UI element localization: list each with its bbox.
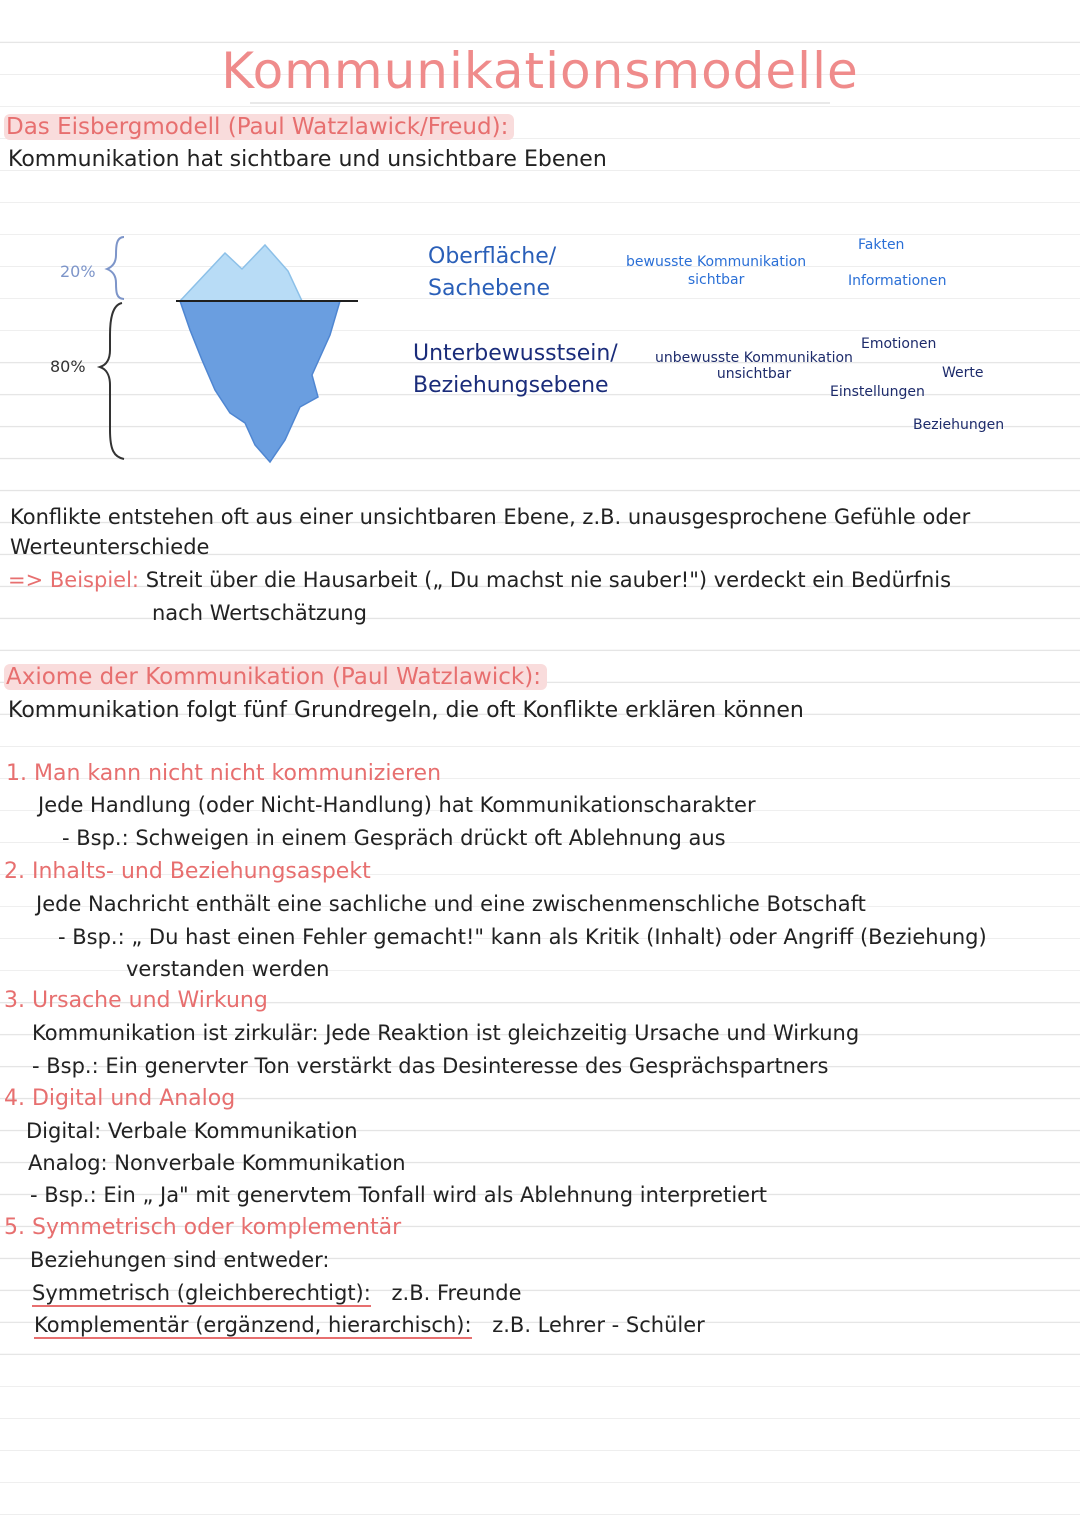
eisbergmodell-intro: Kommunikation hat sichtbare und unsichtbare Ebenen bbox=[8, 147, 607, 172]
surface-label-line1: Oberfläche/ bbox=[428, 244, 557, 269]
axiom-5-title: 5. Symmetrisch oder komplementär bbox=[4, 1215, 402, 1240]
symmetric-term: Symmetrisch (gleichberechtigt): bbox=[32, 1281, 371, 1305]
unconscious-line1: unbewusste Kommunikation bbox=[655, 350, 853, 366]
conflict-example bbox=[8, 568, 951, 592]
axiom-3-line1: Kommunikation ist zirkulär: Jede Reaktion ist gleichzeitig Ursache und Wirkung bbox=[32, 1021, 860, 1045]
term-informations: Informationen bbox=[848, 273, 947, 289]
example-text: Streit über die Hausarbeit („ Du machst nie sauber!") verdeckt ein Bedürfnis bbox=[145, 568, 952, 592]
unconscious-communication bbox=[655, 350, 853, 382]
surface-label-line2: Sachebene bbox=[428, 276, 550, 301]
eisbergmodell-heading-text: Das Eisbergmodell (Paul Watzlawick/Freud): bbox=[4, 114, 514, 140]
axiom-1-title: 1. Man kann nicht nicht kommunizieren bbox=[6, 761, 442, 786]
axiom-5-line1: Beziehungen sind entweder: bbox=[30, 1248, 330, 1272]
axiom-5-line2 bbox=[32, 1281, 522, 1305]
term-emotions: Emotionen bbox=[861, 336, 937, 352]
axiom-1-line2: - Bsp.: Schweigen in einem Gespräch drückt oft Ablehnung aus bbox=[62, 826, 726, 850]
iceberg-underwater bbox=[180, 301, 340, 462]
axiom-4-line2: Analog: Nonverbale Kommunikation bbox=[28, 1151, 406, 1175]
axiome-intro: Kommunikation folgt fünf Grundregeln, die oft Konflikte erklären können bbox=[8, 698, 804, 723]
complementary-term: Komplementär (ergänzend, hierarchisch): bbox=[34, 1313, 472, 1337]
conscious-line2: sichtbar bbox=[687, 272, 745, 288]
brace-bottom bbox=[100, 303, 124, 459]
subconscious-label-line1: Unterbewusstsein/ bbox=[413, 341, 618, 366]
axiom-2-line1: Jede Nachricht enthält eine sachliche und eine zwischenmenschliche Botschaft bbox=[36, 892, 866, 916]
axiom-2-line2: - Bsp.: „ Du hast einen Fehler gemacht!" kann als Kritik (Inhalt) oder Angriff (Beziehung) bbox=[58, 925, 987, 949]
axiom-3-title: 3. Ursache und Wirkung bbox=[4, 988, 268, 1013]
axiom-3-line2: - Bsp.: Ein genervter Ton verstärkt das Desinteresse des Gesprächspartners bbox=[32, 1054, 829, 1078]
surface-label bbox=[428, 241, 556, 305]
axiome-heading-text: Axiome der Kommunikation (Paul Watzlawick): bbox=[4, 664, 547, 690]
iceberg-tip bbox=[180, 245, 302, 301]
conflict-line2: Werteunterschiede bbox=[10, 535, 210, 559]
brace-top bbox=[107, 237, 124, 299]
title-underline bbox=[250, 102, 830, 104]
axiom-4-line3: - Bsp.: Ein „ Ja" mit genervtem Tonfall wird als Ablehnung interpretiert bbox=[30, 1183, 767, 1207]
conscious-communication bbox=[626, 253, 806, 289]
arrow-icon: => bbox=[8, 568, 44, 592]
subconscious-label bbox=[413, 338, 618, 402]
axiom-1-line1: Jede Handlung (oder Nicht-Handlung) hat Kommunikationscharakter bbox=[38, 793, 756, 817]
example-label: Beispiel: bbox=[49, 568, 139, 592]
conflict-line1: Konflikte entstehen oft aus einer unsichtbaren Ebene, z.B. unausgesprochene Gefühle oder bbox=[10, 505, 971, 529]
conflict-example-line2: nach Wertschätzung bbox=[152, 601, 367, 625]
term-attitudes: Einstellungen bbox=[830, 384, 925, 400]
term-values: Werte bbox=[942, 365, 984, 381]
section-heading-axiome bbox=[4, 664, 547, 690]
unconscious-line2: unsichtbar bbox=[716, 366, 792, 382]
page-title: Kommunikationsmodelle bbox=[221, 42, 859, 100]
axiom-2-title: 2. Inhalts- und Beziehungsaspekt bbox=[4, 859, 371, 884]
conscious-line1: bewusste Kommunikation bbox=[626, 254, 807, 270]
percent-80: 80% bbox=[50, 357, 86, 376]
axiom-4-line1: Digital: Verbale Kommunikation bbox=[26, 1119, 358, 1143]
iceberg-diagram bbox=[80, 225, 380, 475]
axiom-5-line3 bbox=[34, 1313, 705, 1337]
term-relations: Beziehungen bbox=[913, 417, 1005, 433]
subconscious-label-line2: Beziehungsebene bbox=[413, 373, 609, 398]
axiom-4-title: 4. Digital und Analog bbox=[4, 1086, 236, 1111]
section-heading-eisbergmodell bbox=[4, 114, 514, 140]
term-facts: Fakten bbox=[858, 237, 905, 253]
axiom-2-line3: verstanden werden bbox=[126, 957, 330, 981]
percent-20: 20% bbox=[60, 262, 96, 281]
symmetric-example: z.B. Freunde bbox=[391, 1281, 522, 1305]
complementary-example: z.B. Lehrer - Schüler bbox=[492, 1313, 705, 1337]
